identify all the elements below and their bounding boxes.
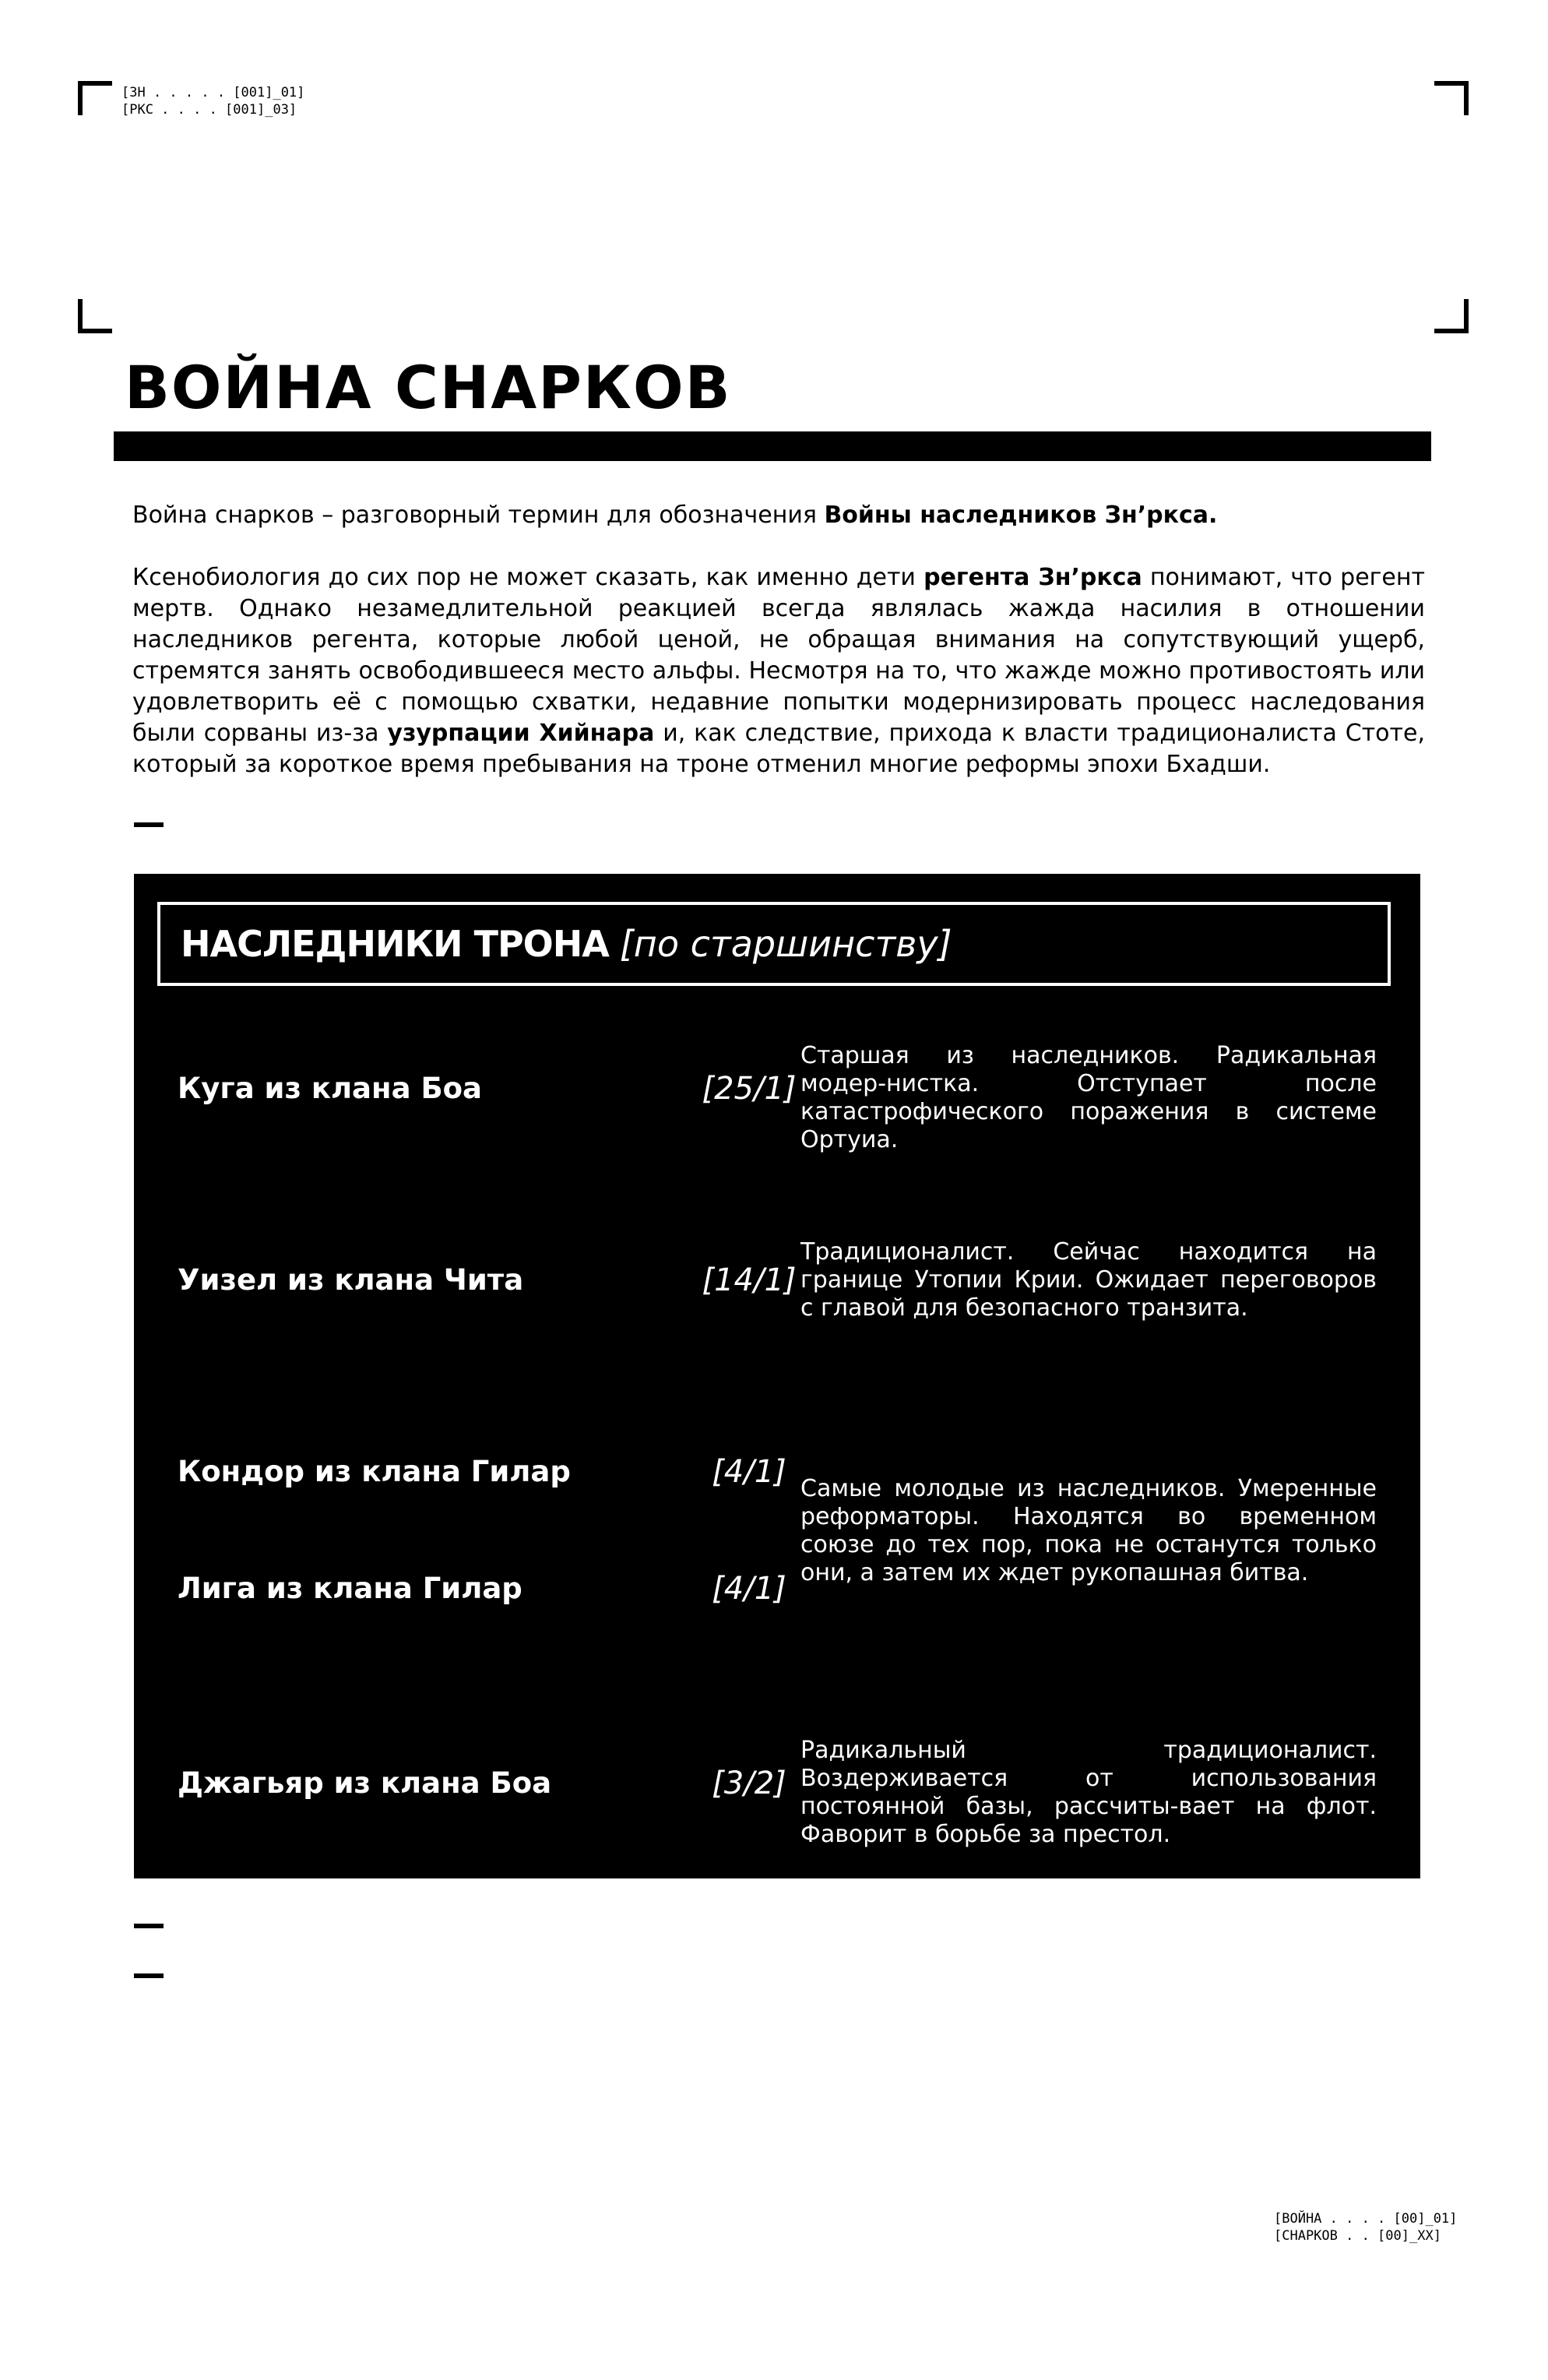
heir-name-2: Уизел из клана Чита: [178, 1263, 524, 1297]
body-bold-term-1: регента Зн’ркса: [924, 564, 1142, 591]
header-reference-code: [ЗН . . . . . [001]_01] [РКС . . . . [001]_03]: [121, 85, 305, 118]
lead-text: Война снарков – разговорный термин для обозначения: [132, 502, 825, 529]
page-title: ВОЙНА СНАРКОВ: [125, 353, 732, 422]
heir-description-3: Самые молодые из наследников. Умеренные реформаторы. Находятся во временном союзе до тех пор, пока не останутся только они, а затем их ждет рукопашная битва.: [800, 1475, 1377, 1586]
heir-rank-2: [14/1]: [702, 1262, 797, 1298]
heir-name-5: Джагьяр из клана Боа: [178, 1766, 552, 1800]
lead-bold-term: Войны наследников Зн’ркса.: [824, 502, 1218, 529]
section-dash: [134, 1924, 164, 1928]
body-text-3: и, как следствие, прихода к власти традиционалиста Стоте, который за короткое время пребывания на троне отменил многие реформы эпохи Бхадши.: [132, 720, 1425, 778]
corner-mark-bottom-right: [1434, 299, 1469, 333]
heir-name-1: Куга из клана Боа: [178, 1072, 483, 1105]
panel-title: НАСЛЕДНИКИ ТРОНА: [181, 923, 609, 965]
body-bold-term-2: узурпации Хийнара: [387, 720, 655, 747]
heir-name-3: Кондор из клана Гилар: [178, 1455, 571, 1488]
footer-reference-code: [ВОЙНА . . . . [00]_01] [СНАРКОВ . . [00]_XX]: [1274, 2211, 1458, 2244]
section-dash: [134, 822, 164, 827]
heir-rank-1: [25/1]: [702, 1071, 797, 1107]
heir-description-4: Радикальный традиционалист. Воздерживается от использования постоянной базы, рассчиты-вает на флот. Фаворит в борьбе за престол.: [800, 1737, 1377, 1848]
heirs-panel: [134, 874, 1420, 1878]
body-paragraph: [132, 562, 1425, 780]
title-underline-bar: [114, 431, 1431, 461]
heir-description-1: Старшая из наследников. Радикальная модер-нистка. Отступает после катастрофического поражения в системе Ортуиа.: [800, 1042, 1377, 1153]
body-text-2: понимают, что регент мертв. Однако незамедлительной реакцией всегда являлась жажда насилия в отношении наследников регента, которые любой ценой, не обращая внимания на сопутствующий ущерб, стремятся занять освободившееся место альфы. Несмотря на то, что жажде можно противостоять или удовлетворить её с помощью схватки, недавние попытки модернизировать процесс наследования были сорваны из-за: [132, 564, 1425, 747]
corner-mark-top-right: [1434, 81, 1469, 115]
heir-description-2: Традиционалист. Сейчас находится на границе Утопии Крии. Ожидает переговоров с главой для безопасного транзита.: [800, 1238, 1377, 1322]
panel-subtitle: [по старшинству]: [619, 923, 952, 965]
heir-rank-5: [3/2]: [712, 1766, 786, 1801]
corner-mark-bottom-left: [78, 299, 112, 333]
corner-mark-top-left: [78, 81, 112, 115]
lead-paragraph: [132, 500, 1425, 531]
body-text-1: Ксенобиология до сих пор не может сказать, как именно дети: [132, 564, 924, 591]
panel-header: [157, 902, 1391, 986]
heir-name-4: Лига из клана Гилар: [178, 1572, 522, 1605]
section-dash: [134, 1973, 164, 1978]
heir-rank-3: [4/1]: [712, 1454, 786, 1490]
heir-rank-4: [4/1]: [712, 1571, 786, 1607]
